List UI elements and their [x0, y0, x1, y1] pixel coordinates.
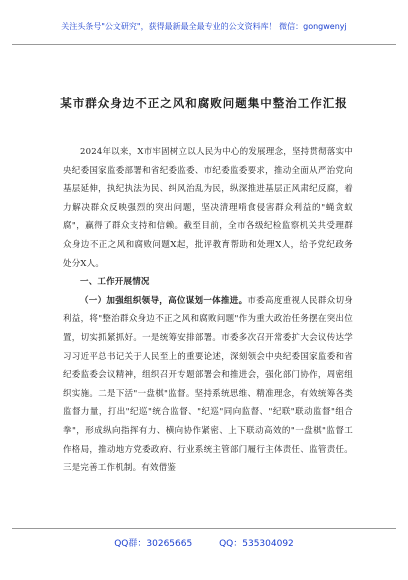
- footer-qq-group: QQ群：30265665: [114, 539, 193, 549]
- footer: [0, 536, 408, 549]
- section-heading: 一、工作开展情况: [80, 277, 150, 288]
- footer-divider: [12, 528, 396, 529]
- document-body: [63, 143, 353, 478]
- header-divider: [12, 44, 396, 45]
- header-banner: 关注头条号"公文研究"，获得最新最全最专业的公文资料库！ 微信：gongwenyj: [61, 22, 347, 31]
- intro-paragraph: 2024年以来，X市牢固树立以人民为中心的发展理念，坚持贯彻落实中央纪委国家监委部署和省纪委监委、市纪委监委要求，推动全面从严治党向基层延伸，执纪执法为民、纠风治乱为民，纵深推进基层正风肃纪反腐，着力解决群众反映强烈的突出问题，坚决清理啃食侵害群众利益的"蝇贪蚁腐"，赢得了群众支持和信赖。截至目前，全市各级纪检监察机关共受理群众身边不正之风和腐败问题X起，批评教育帮助和处理X人，给予党纪政务处分X人。: [63, 147, 353, 269]
- footer-qq: QQ：535304092: [219, 539, 294, 549]
- subsection-paragraph: [63, 292, 353, 478]
- document-title: 某市群众身边不正之风和腐败问题集中整治工作汇报: [60, 96, 348, 110]
- subsection-heading: （一）加强组织领导，高位谋划一体推进。: [80, 295, 248, 306]
- subsection-text: 市委高度重视人民群众切身利益，将"整治群众身边不正之风和腐败问题"作为重大政治任务摆在突出位置，切实抓紧抓好。一是统筹安排部署。市委多次召开常委扩大会议传达学习习近平总书记关于人民至上的重要论述，深刻领会中央纪委国家监委和省纪委监委会议精神，组织召开专题部署会和推进会，强化部门协作，周密组织实施。二是下活"一盘棋"监督。坚持系统思维、精准理念，有效统筹各类监督力量，打出"纪巡"统合监督、"纪巡"同向监督、"纪联"联动监督"组合拳"，形成纵向指挥有力、横向协作紧密、上下联动高效的"一盘棋"监督工作格局，推动地方党委政府、行业系统主管部门履行主体责任、监管责任。三是完善工作机制。有效借鉴: [63, 295, 353, 474]
